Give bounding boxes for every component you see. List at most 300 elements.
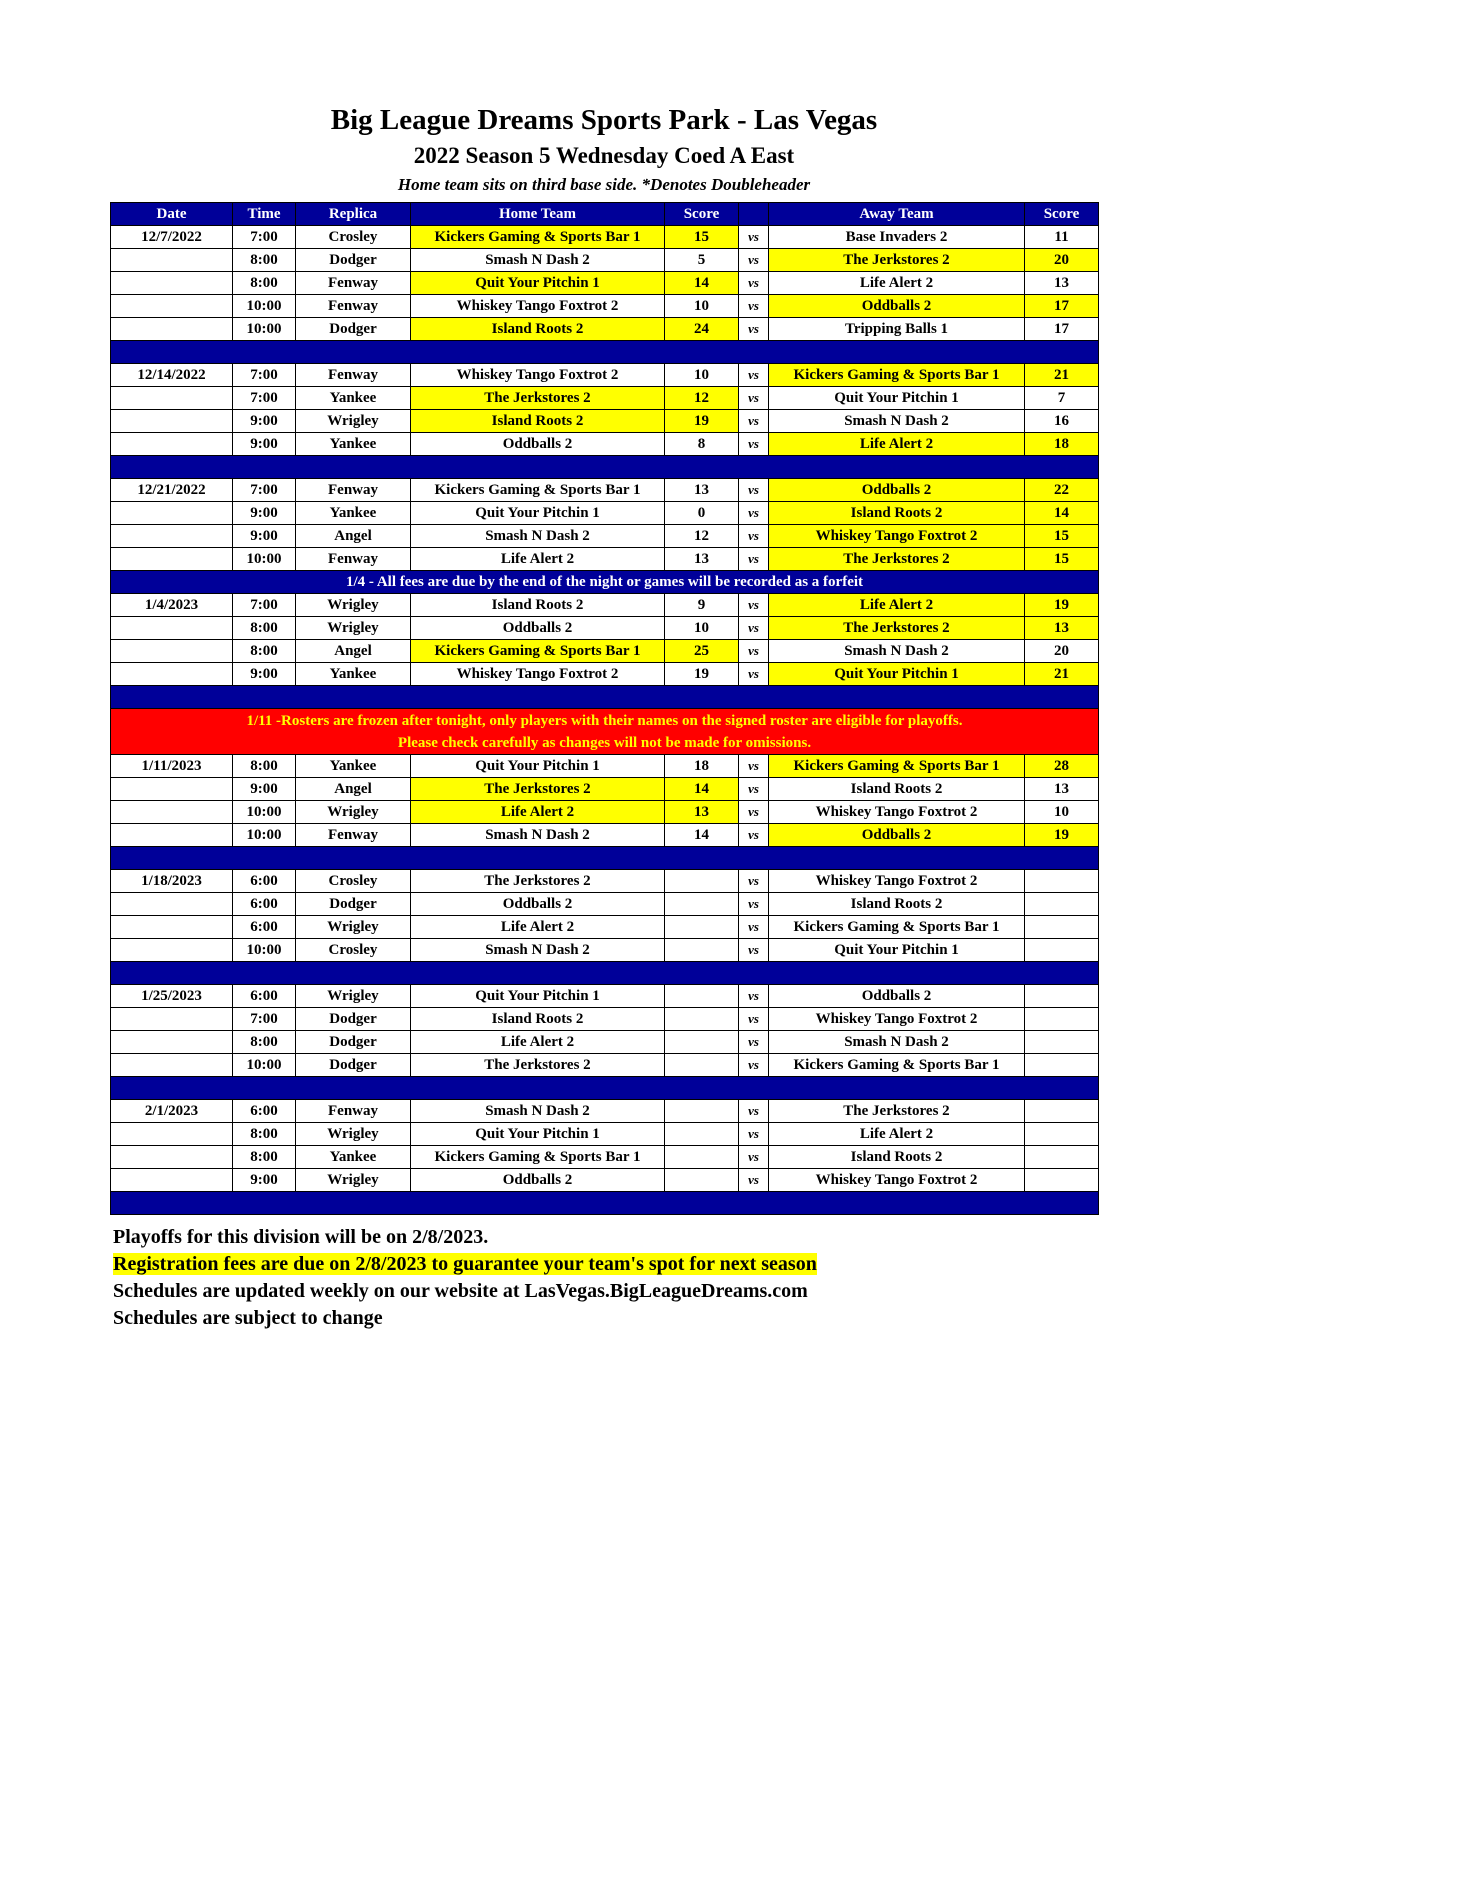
away-team-cell: The Jerkstores 2: [769, 249, 1025, 272]
vs-cell: vs: [739, 939, 769, 962]
away-score-cell: 13: [1025, 272, 1099, 295]
home-team-cell: Oddballs 2: [411, 893, 665, 916]
away-score-cell: 21: [1025, 364, 1099, 387]
replica-cell: Wrigley: [296, 410, 411, 433]
game-row: [111, 318, 1099, 341]
home-team-cell: Oddballs 2: [411, 1169, 665, 1192]
home-team-cell: The Jerkstores 2: [411, 778, 665, 801]
game-row: [111, 502, 1099, 525]
away-score-cell: [1025, 1146, 1099, 1169]
date-cell: [111, 1054, 233, 1077]
footer-text: Playoffs for this division will be on 2/8/2023.: [113, 1226, 489, 1248]
away-team-cell: Quit Your Pitchin 1: [769, 387, 1025, 410]
home-score-cell: [665, 893, 739, 916]
column-header-home-score: Score: [665, 203, 739, 226]
vs-cell: vs: [739, 916, 769, 939]
date-cell: [111, 893, 233, 916]
replica-cell: Wrigley: [296, 916, 411, 939]
date-cell: [111, 410, 233, 433]
away-score-cell: [1025, 893, 1099, 916]
vs-cell: vs: [739, 663, 769, 686]
away-team-cell: Oddballs 2: [769, 985, 1025, 1008]
column-header-date: Date: [111, 203, 233, 226]
home-score-cell: [665, 1169, 739, 1192]
home-team-cell: Smash N Dash 2: [411, 824, 665, 847]
schedule-content: [110, 0, 1098, 1332]
separator-bar: [111, 1192, 1099, 1215]
date-cell: 2/1/2023: [111, 1100, 233, 1123]
away-team-cell: Quit Your Pitchin 1: [769, 663, 1025, 686]
home-team-cell: Quit Your Pitchin 1: [411, 755, 665, 778]
home-team-cell: Quit Your Pitchin 1: [411, 502, 665, 525]
time-cell: 6:00: [233, 916, 296, 939]
game-row: [111, 939, 1099, 962]
home-score-cell: 25: [665, 640, 739, 663]
replica-cell: Wrigley: [296, 617, 411, 640]
date-cell: [111, 1123, 233, 1146]
date-cell: [111, 318, 233, 341]
vs-cell: vs: [739, 525, 769, 548]
time-cell: 6:00: [233, 893, 296, 916]
home-score-cell: 24: [665, 318, 739, 341]
separator-row: [111, 962, 1099, 985]
time-cell: 9:00: [233, 1169, 296, 1192]
away-team-cell: Island Roots 2: [769, 1146, 1025, 1169]
time-cell: 8:00: [233, 1123, 296, 1146]
home-team-cell: Whiskey Tango Foxtrot 2: [411, 295, 665, 318]
time-cell: 10:00: [233, 318, 296, 341]
home-team-cell: Life Alert 2: [411, 548, 665, 571]
footer-notes: [110, 1224, 1098, 1332]
time-cell: 10:00: [233, 939, 296, 962]
home-team-cell: The Jerkstores 2: [411, 870, 665, 893]
home-score-cell: 9: [665, 594, 739, 617]
date-cell: [111, 548, 233, 571]
game-row: [111, 433, 1099, 456]
roster-freeze-notice: [111, 709, 1099, 755]
replica-cell: Fenway: [296, 295, 411, 318]
vs-cell: vs: [739, 755, 769, 778]
away-team-cell: Life Alert 2: [769, 1123, 1025, 1146]
home-score-cell: 5: [665, 249, 739, 272]
away-team-cell: Life Alert 2: [769, 433, 1025, 456]
away-score-cell: 13: [1025, 778, 1099, 801]
away-team-cell: Oddballs 2: [769, 479, 1025, 502]
vs-cell: vs: [739, 985, 769, 1008]
away-team-cell: Base Invaders 2: [769, 226, 1025, 249]
separator-row: [111, 456, 1099, 479]
time-cell: 8:00: [233, 272, 296, 295]
away-team-cell: Oddballs 2: [769, 824, 1025, 847]
time-cell: 8:00: [233, 1146, 296, 1169]
away-score-cell: [1025, 1031, 1099, 1054]
home-score-cell: 0: [665, 502, 739, 525]
time-cell: 9:00: [233, 778, 296, 801]
footer-line: [113, 1224, 1098, 1251]
date-cell: 12/7/2022: [111, 226, 233, 249]
home-team-cell: Whiskey Tango Foxtrot 2: [411, 364, 665, 387]
vs-cell: vs: [739, 433, 769, 456]
away-score-cell: [1025, 870, 1099, 893]
time-cell: 7:00: [233, 594, 296, 617]
vs-cell: vs: [739, 318, 769, 341]
date-cell: [111, 1169, 233, 1192]
game-row: [111, 824, 1099, 847]
footer-text: Schedules are subject to change: [113, 1307, 383, 1329]
separator-row: [111, 1192, 1099, 1215]
column-header-vs: [739, 203, 769, 226]
replica-cell: Yankee: [296, 502, 411, 525]
game-row: [111, 1100, 1099, 1123]
vs-cell: vs: [739, 1008, 769, 1031]
footer-line: [113, 1278, 1098, 1305]
date-cell: [111, 1146, 233, 1169]
home-score-cell: [665, 1054, 739, 1077]
date-cell: 12/14/2022: [111, 364, 233, 387]
away-team-cell: Quit Your Pitchin 1: [769, 939, 1025, 962]
home-score-cell: 10: [665, 364, 739, 387]
away-team-cell: The Jerkstores 2: [769, 617, 1025, 640]
away-team-cell: Smash N Dash 2: [769, 640, 1025, 663]
vs-cell: vs: [739, 502, 769, 525]
replica-cell: Angel: [296, 778, 411, 801]
time-cell: 9:00: [233, 502, 296, 525]
separator-row: [111, 847, 1099, 870]
replica-cell: Wrigley: [296, 985, 411, 1008]
away-score-cell: [1025, 916, 1099, 939]
vs-cell: vs: [739, 1169, 769, 1192]
replica-cell: Dodger: [296, 318, 411, 341]
game-row: [111, 594, 1099, 617]
replica-cell: Fenway: [296, 1100, 411, 1123]
away-team-cell: Kickers Gaming & Sports Bar 1: [769, 364, 1025, 387]
footer-line: [113, 1305, 1098, 1332]
replica-cell: Wrigley: [296, 1123, 411, 1146]
home-team-cell: Kickers Gaming & Sports Bar 1: [411, 226, 665, 249]
game-row: [111, 410, 1099, 433]
vs-cell: vs: [739, 801, 769, 824]
away-score-cell: 15: [1025, 525, 1099, 548]
home-team-cell: Smash N Dash 2: [411, 939, 665, 962]
time-cell: 9:00: [233, 525, 296, 548]
game-row: [111, 870, 1099, 893]
home-score-cell: [665, 1031, 739, 1054]
date-cell: [111, 824, 233, 847]
vs-cell: vs: [739, 272, 769, 295]
away-score-cell: 15: [1025, 548, 1099, 571]
home-score-cell: [665, 1123, 739, 1146]
away-score-cell: 13: [1025, 617, 1099, 640]
date-cell: 1/18/2023: [111, 870, 233, 893]
separator-bar: [111, 847, 1099, 870]
home-team-cell: Quit Your Pitchin 1: [411, 1123, 665, 1146]
away-team-cell: Smash N Dash 2: [769, 1031, 1025, 1054]
date-cell: [111, 295, 233, 318]
time-cell: 8:00: [233, 249, 296, 272]
vs-cell: vs: [739, 617, 769, 640]
date-cell: [111, 916, 233, 939]
away-score-cell: 18: [1025, 433, 1099, 456]
date-cell: [111, 1008, 233, 1031]
away-team-cell: Island Roots 2: [769, 778, 1025, 801]
home-team-cell: Quit Your Pitchin 1: [411, 985, 665, 1008]
game-row: [111, 272, 1099, 295]
replica-cell: Yankee: [296, 433, 411, 456]
away-team-cell: Oddballs 2: [769, 295, 1025, 318]
time-cell: 10:00: [233, 295, 296, 318]
date-cell: 12/21/2022: [111, 479, 233, 502]
game-row: [111, 778, 1099, 801]
home-team-cell: Kickers Gaming & Sports Bar 1: [411, 479, 665, 502]
away-score-cell: 20: [1025, 249, 1099, 272]
page-subtitle: 2022 Season 5 Wednesday Coed A East: [413, 143, 795, 168]
away-score-cell: 19: [1025, 594, 1099, 617]
vs-cell: vs: [739, 364, 769, 387]
home-team-cell: Island Roots 2: [411, 410, 665, 433]
away-score-cell: [1025, 985, 1099, 1008]
replica-cell: Yankee: [296, 387, 411, 410]
time-cell: 10:00: [233, 1054, 296, 1077]
column-header-home-team: Home Team: [411, 203, 665, 226]
away-team-cell: Island Roots 2: [769, 502, 1025, 525]
home-score-cell: 14: [665, 824, 739, 847]
away-team-cell: Kickers Gaming & Sports Bar 1: [769, 755, 1025, 778]
date-cell: [111, 387, 233, 410]
home-score-cell: [665, 985, 739, 1008]
away-score-cell: 28: [1025, 755, 1099, 778]
home-score-cell: [665, 916, 739, 939]
away-score-cell: 17: [1025, 318, 1099, 341]
game-row: [111, 1146, 1099, 1169]
home-score-cell: [665, 1146, 739, 1169]
footer-line: [113, 1251, 1098, 1278]
date-cell: 1/25/2023: [111, 985, 233, 1008]
home-score-cell: [665, 939, 739, 962]
time-cell: 10:00: [233, 801, 296, 824]
home-score-cell: 18: [665, 755, 739, 778]
home-score-cell: 8: [665, 433, 739, 456]
date-cell: 1/4/2023: [111, 594, 233, 617]
home-team-cell: The Jerkstores 2: [411, 1054, 665, 1077]
away-team-cell: Island Roots 2: [769, 893, 1025, 916]
away-score-cell: 10: [1025, 801, 1099, 824]
away-team-cell: Kickers Gaming & Sports Bar 1: [769, 1054, 1025, 1077]
date-cell: [111, 801, 233, 824]
schedule-table: [110, 202, 1099, 1215]
time-cell: 9:00: [233, 410, 296, 433]
replica-cell: Dodger: [296, 249, 411, 272]
replica-cell: Yankee: [296, 755, 411, 778]
replica-cell: Wrigley: [296, 801, 411, 824]
home-score-cell: 19: [665, 663, 739, 686]
vs-cell: vs: [739, 824, 769, 847]
time-cell: 8:00: [233, 1031, 296, 1054]
away-score-cell: 7: [1025, 387, 1099, 410]
column-header-away-score: Score: [1025, 203, 1099, 226]
date-cell: [111, 249, 233, 272]
separator-bar: [111, 1077, 1099, 1100]
vs-cell: vs: [739, 479, 769, 502]
home-score-cell: 13: [665, 479, 739, 502]
game-row: [111, 226, 1099, 249]
vs-cell: vs: [739, 1054, 769, 1077]
date-cell: [111, 1031, 233, 1054]
separator-bar: [111, 456, 1099, 479]
game-row: [111, 548, 1099, 571]
replica-cell: Wrigley: [296, 1169, 411, 1192]
replica-cell: Fenway: [296, 824, 411, 847]
time-cell: 6:00: [233, 985, 296, 1008]
away-score-cell: 22: [1025, 479, 1099, 502]
time-cell: 7:00: [233, 364, 296, 387]
away-score-cell: 19: [1025, 824, 1099, 847]
home-team-cell: Smash N Dash 2: [411, 525, 665, 548]
time-cell: 7:00: [233, 387, 296, 410]
vs-cell: vs: [739, 778, 769, 801]
replica-cell: Dodger: [296, 1031, 411, 1054]
away-score-cell: [1025, 1054, 1099, 1077]
time-cell: 7:00: [233, 226, 296, 249]
date-cell: [111, 433, 233, 456]
date-cell: 1/11/2023: [111, 755, 233, 778]
away-score-cell: 11: [1025, 226, 1099, 249]
home-team-cell: Kickers Gaming & Sports Bar 1: [411, 1146, 665, 1169]
away-team-cell: Life Alert 2: [769, 272, 1025, 295]
home-score-cell: 13: [665, 548, 739, 571]
game-row: [111, 387, 1099, 410]
replica-cell: Wrigley: [296, 594, 411, 617]
date-cell: [111, 663, 233, 686]
home-score-cell: [665, 870, 739, 893]
replica-cell: Angel: [296, 525, 411, 548]
home-score-cell: 14: [665, 778, 739, 801]
game-row: [111, 249, 1099, 272]
time-cell: 8:00: [233, 755, 296, 778]
home-team-cell: Smash N Dash 2: [411, 1100, 665, 1123]
game-row: [111, 479, 1099, 502]
separator-bar: [111, 686, 1099, 709]
date-cell: [111, 640, 233, 663]
game-row: [111, 1008, 1099, 1031]
home-score-cell: 19: [665, 410, 739, 433]
fees-notice-text: 1/4 - All fees are due by the end of the night or games will be recorded as a forfeit: [111, 571, 1099, 594]
time-cell: 8:00: [233, 617, 296, 640]
vs-cell: vs: [739, 1100, 769, 1123]
game-row: [111, 801, 1099, 824]
game-row: [111, 640, 1099, 663]
home-team-cell: Whiskey Tango Foxtrot 2: [411, 663, 665, 686]
home-score-cell: 15: [665, 226, 739, 249]
home-score-cell: 12: [665, 387, 739, 410]
home-team-cell: Life Alert 2: [411, 1031, 665, 1054]
home-team-cell: Life Alert 2: [411, 916, 665, 939]
game-row: [111, 295, 1099, 318]
away-team-cell: The Jerkstores 2: [769, 548, 1025, 571]
away-team-cell: Life Alert 2: [769, 594, 1025, 617]
replica-cell: Fenway: [296, 364, 411, 387]
time-cell: 9:00: [233, 663, 296, 686]
game-row: [111, 1123, 1099, 1146]
home-team-cell: Quit Your Pitchin 1: [411, 272, 665, 295]
game-row: [111, 1054, 1099, 1077]
time-cell: 7:00: [233, 1008, 296, 1031]
home-score-cell: 14: [665, 272, 739, 295]
vs-cell: vs: [739, 1031, 769, 1054]
away-team-cell: The Jerkstores 2: [769, 1100, 1025, 1123]
home-team-cell: Island Roots 2: [411, 594, 665, 617]
date-cell: [111, 939, 233, 962]
vs-cell: vs: [739, 226, 769, 249]
time-cell: 7:00: [233, 479, 296, 502]
away-score-cell: 20: [1025, 640, 1099, 663]
time-cell: 6:00: [233, 1100, 296, 1123]
away-score-cell: 14: [1025, 502, 1099, 525]
home-team-cell: Island Roots 2: [411, 318, 665, 341]
date-cell: [111, 617, 233, 640]
home-team-cell: Oddballs 2: [411, 433, 665, 456]
separator-row: [111, 341, 1099, 364]
time-cell: 9:00: [233, 433, 296, 456]
time-cell: 6:00: [233, 870, 296, 893]
home-score-cell: [665, 1008, 739, 1031]
roster-freeze-notice-line: 1/11 -Rosters are frozen after tonight, only players with their names on the signed roster are eligible for playoffs.: [246, 712, 963, 729]
home-score-cell: 10: [665, 295, 739, 318]
away-score-cell: 21: [1025, 663, 1099, 686]
vs-cell: vs: [739, 249, 769, 272]
separator-bar: [111, 962, 1099, 985]
away-team-cell: Whiskey Tango Foxtrot 2: [769, 525, 1025, 548]
home-team-cell: The Jerkstores 2: [411, 387, 665, 410]
vs-cell: vs: [739, 410, 769, 433]
home-score-cell: [665, 1100, 739, 1123]
roster-freeze-notice-line: Please check carefully as changes will not be made for omissions.: [397, 734, 812, 751]
separator-row: [111, 686, 1099, 709]
away-score-cell: [1025, 939, 1099, 962]
away-team-cell: Smash N Dash 2: [769, 410, 1025, 433]
away-score-cell: 16: [1025, 410, 1099, 433]
vs-cell: vs: [739, 870, 769, 893]
replica-cell: Dodger: [296, 1008, 411, 1031]
game-row: [111, 755, 1099, 778]
home-score-cell: 13: [665, 801, 739, 824]
away-team-cell: Kickers Gaming & Sports Bar 1: [769, 916, 1025, 939]
separator-bar: [111, 341, 1099, 364]
home-team-cell: Life Alert 2: [411, 801, 665, 824]
vs-cell: vs: [739, 893, 769, 916]
away-score-cell: 17: [1025, 295, 1099, 318]
page-title: Big League Dreams Sports Park - Las Vegas: [330, 104, 878, 136]
column-header-away-team: Away Team: [769, 203, 1025, 226]
vs-cell: vs: [739, 594, 769, 617]
game-row: [111, 525, 1099, 548]
away-score-cell: [1025, 1169, 1099, 1192]
away-team-cell: Whiskey Tango Foxtrot 2: [769, 870, 1025, 893]
game-row: [111, 1169, 1099, 1192]
replica-cell: Yankee: [296, 663, 411, 686]
home-team-cell: Smash N Dash 2: [411, 249, 665, 272]
date-cell: [111, 525, 233, 548]
game-row: [111, 893, 1099, 916]
away-score-cell: [1025, 1123, 1099, 1146]
replica-cell: Yankee: [296, 1146, 411, 1169]
vs-cell: vs: [739, 640, 769, 663]
away-team-cell: Whiskey Tango Foxtrot 2: [769, 801, 1025, 824]
home-score-cell: 12: [665, 525, 739, 548]
away-team-cell: Whiskey Tango Foxtrot 2: [769, 1008, 1025, 1031]
replica-cell: Fenway: [296, 479, 411, 502]
replica-cell: Crosley: [296, 226, 411, 249]
table-header: [111, 203, 1099, 226]
